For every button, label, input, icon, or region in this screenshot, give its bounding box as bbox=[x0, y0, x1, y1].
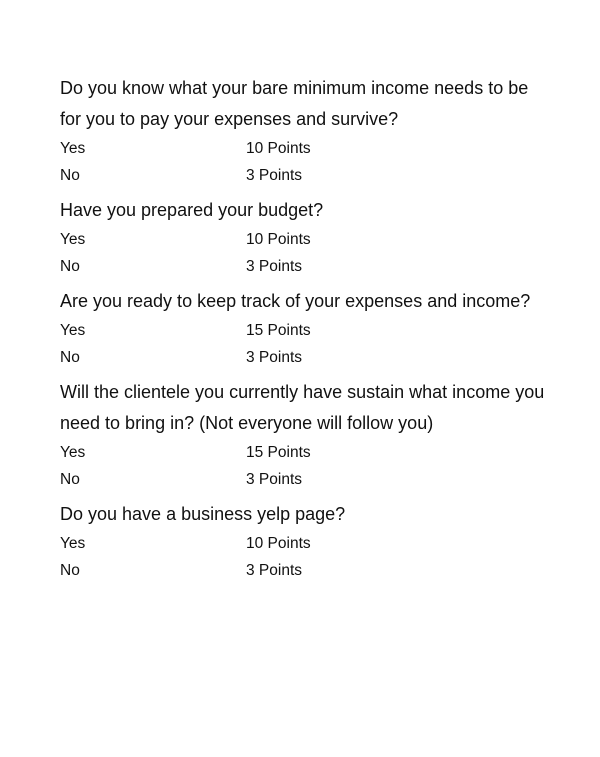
answer-row-yes bbox=[60, 317, 550, 344]
question-text: Have you prepared your budget? bbox=[60, 200, 324, 220]
question-text: Will the clientele you currently have sustain what income you need to bring in? (Not everyone will follow you) bbox=[60, 382, 545, 433]
answer-points: 15 Points bbox=[246, 322, 311, 339]
answer-points: 10 Points bbox=[246, 140, 311, 157]
answer-row-yes bbox=[60, 226, 550, 253]
answer-points: 3 Points bbox=[246, 471, 303, 488]
answer-label: Yes bbox=[60, 322, 86, 339]
question-block-1 bbox=[60, 73, 550, 189]
answer-label: Yes bbox=[60, 444, 86, 461]
answer-label: No bbox=[60, 471, 80, 488]
question-text: Are you ready to keep track of your expenses and income? bbox=[60, 291, 531, 311]
answer-points: 3 Points bbox=[246, 258, 303, 275]
question-text: Do you have a business yelp page? bbox=[60, 504, 346, 524]
answer-label: No bbox=[60, 167, 80, 184]
questionnaire bbox=[60, 73, 550, 590]
question-block-3 bbox=[60, 286, 550, 371]
answer-points: 10 Points bbox=[246, 231, 311, 248]
answer-points: 3 Points bbox=[246, 167, 303, 184]
answer-points: 3 Points bbox=[246, 562, 303, 579]
answer-label: No bbox=[60, 349, 80, 366]
answer-label: No bbox=[60, 562, 80, 579]
answer-row-yes bbox=[60, 135, 550, 162]
answer-row-no bbox=[60, 344, 550, 371]
answer-points: 3 Points bbox=[246, 349, 303, 366]
question-block-2 bbox=[60, 195, 550, 280]
question-block-4 bbox=[60, 377, 550, 493]
answer-points: 10 Points bbox=[246, 535, 311, 552]
answer-label: Yes bbox=[60, 535, 86, 552]
answer-row-yes bbox=[60, 530, 550, 557]
question-text: Do you know what your bare minimum income needs to be for you to pay your expenses and survive? bbox=[60, 78, 529, 129]
answer-row-no bbox=[60, 162, 550, 189]
answer-row-yes bbox=[60, 439, 550, 466]
answer-points: 15 Points bbox=[246, 444, 311, 461]
question-block-5 bbox=[60, 499, 550, 584]
answer-label: Yes bbox=[60, 231, 86, 248]
answer-row-no bbox=[60, 466, 550, 493]
answer-row-no bbox=[60, 557, 550, 584]
answer-label: No bbox=[60, 258, 80, 275]
answer-label: Yes bbox=[60, 140, 86, 157]
answer-row-no bbox=[60, 253, 550, 280]
